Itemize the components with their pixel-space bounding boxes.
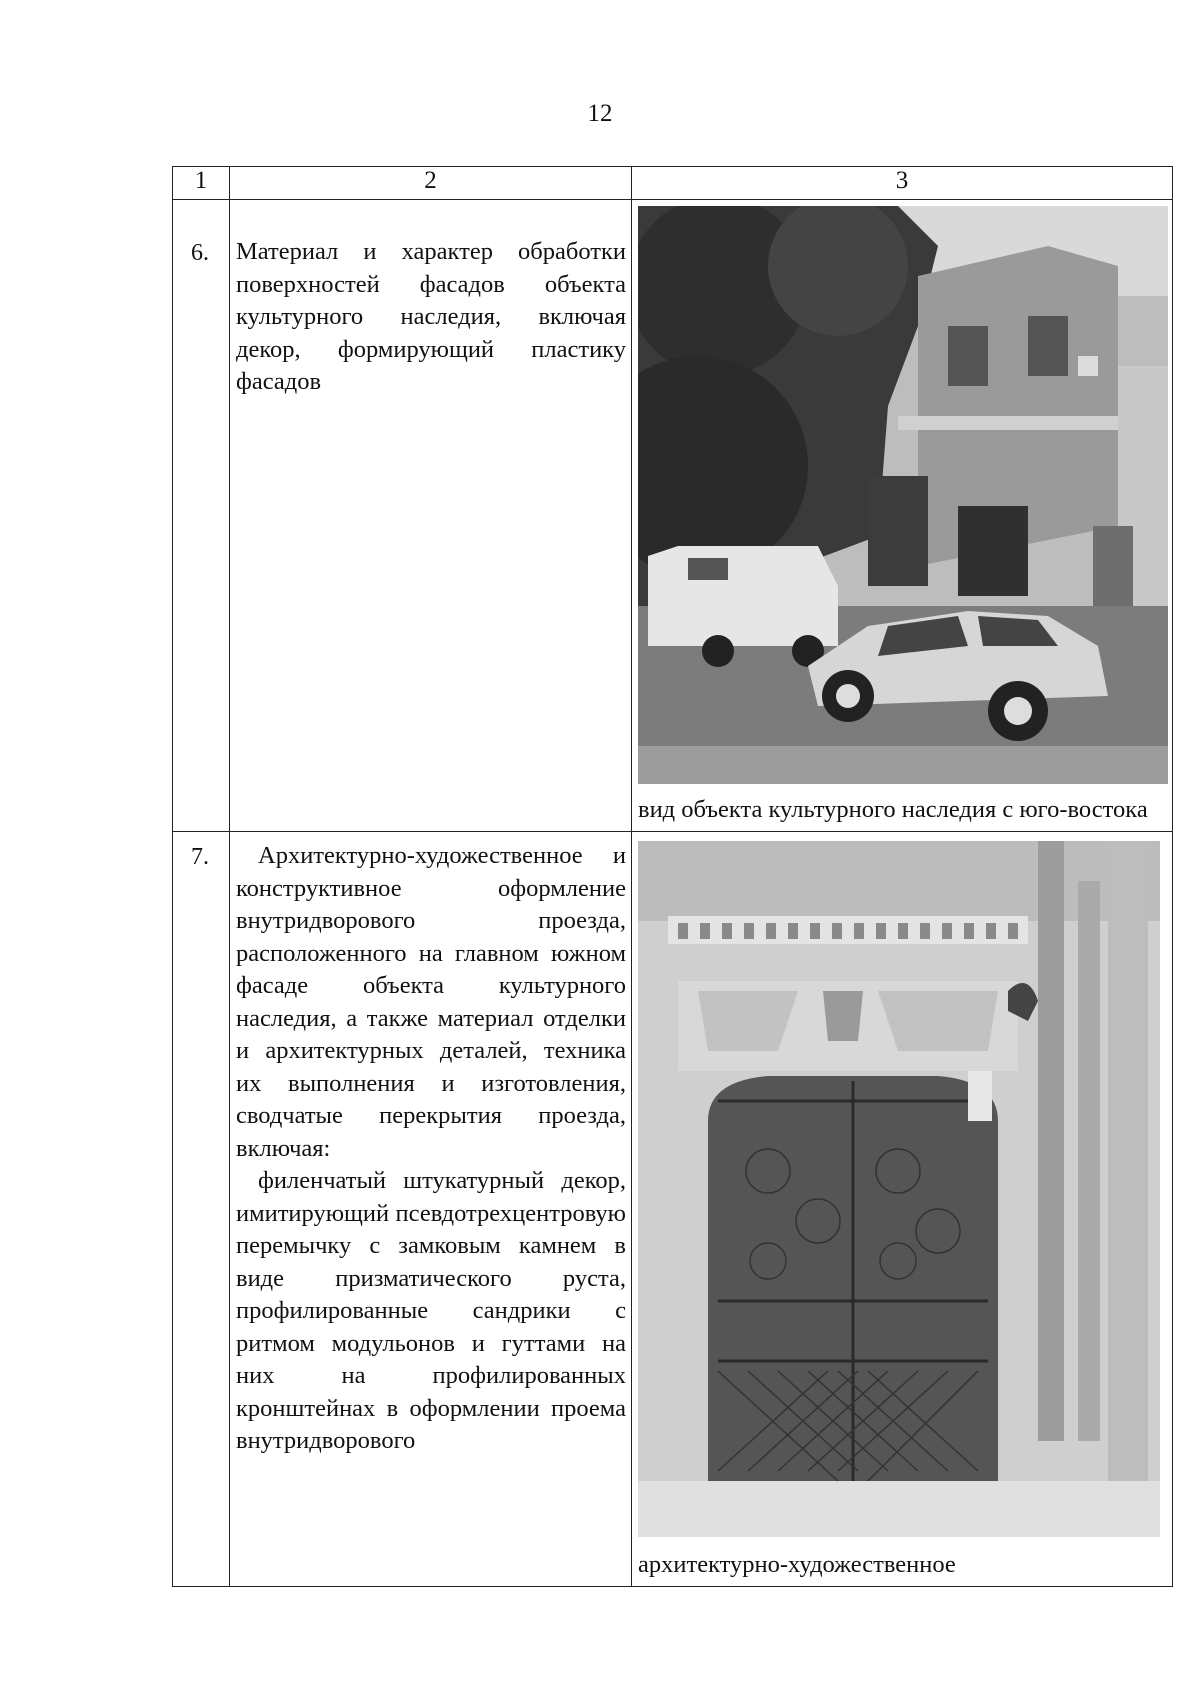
page-number: 12 (587, 100, 613, 127)
table-row (173, 832, 1173, 1587)
photo-caption: архитектурно-художественное (638, 1551, 956, 1578)
description-text: Материал и характер обработки поверхностей фасадов объекта культурного наследия, включая декор, формирующий пластику фасадов (236, 238, 626, 395)
row-number: 7. (173, 832, 230, 1587)
building-facade-photo (638, 206, 1168, 784)
description-paragraph-2: филенчатый штукатурный декор, имитирующий псевдотрехцентровую перемычку с замковым камнем в виде призматического руста, профилированные сандрики с ритмом модульонов и гуттами на них на профилированных кронштейнах в оформлении проема внутридворового (236, 1167, 626, 1454)
row-number: 6. (173, 200, 230, 832)
description-paragraph-1: Архитектурно-художественное и конструктивное оформление внутридворового проезда, расположенного на главном южном фасаде объекта культурного наследия, а также материал отделки и архитектурных деталей, техника их выполнения и изготовления, сводчатые перекрытия проезда, включая: (236, 842, 626, 1162)
row-description (230, 832, 632, 1587)
heritage-table (172, 166, 1173, 1587)
photo-cell (632, 832, 1173, 1587)
column-header-2: 2 (230, 167, 632, 200)
row-description (230, 200, 632, 832)
column-header-1: 1 (173, 167, 230, 200)
photo-caption: вид объекта культурного наследия с юго-востока (638, 796, 1148, 823)
table-row (173, 200, 1173, 832)
gate-archway-photo (638, 841, 1160, 1537)
table-header-row (173, 167, 1173, 200)
photo-cell (632, 200, 1173, 832)
column-header-3: 3 (632, 167, 1173, 200)
